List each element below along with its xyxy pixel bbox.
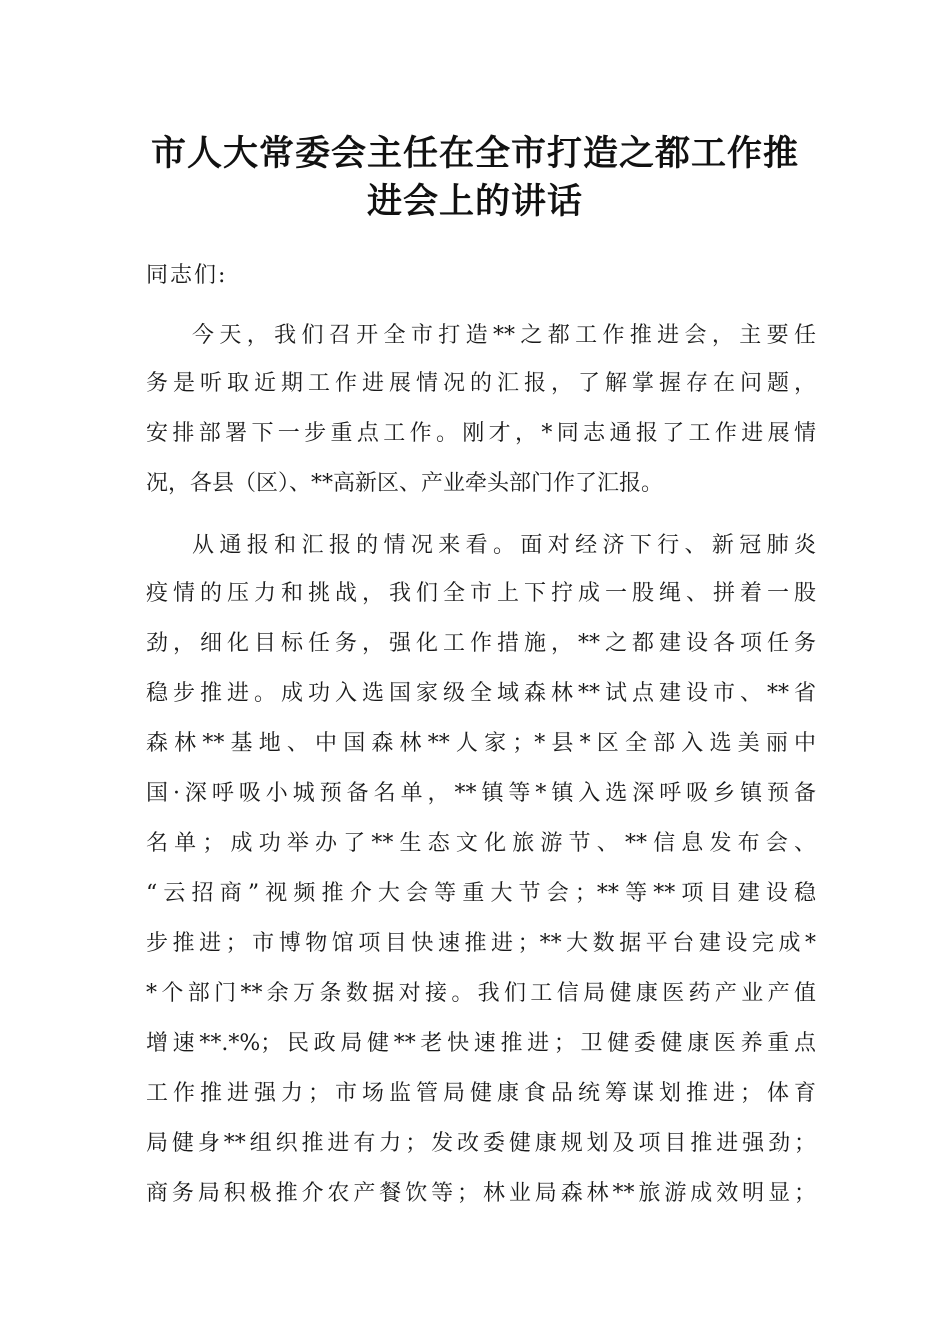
- document-title-line-1: 市人大常委会主任在全市打造之都工作推: [150, 133, 799, 174]
- document-title-line-2: 进会上的讲话: [366, 181, 583, 222]
- paragraph-1-line-4: 况，各县（区）、**高新区、产业牵头部门作了汇报。: [146, 471, 664, 496]
- paragraph-1-line-2: 务是听取近期工作进展情况的汇报，了解掌握存在问题，: [146, 371, 816, 396]
- paragraph-2-line-4: 稳步推进。成功入选国家级全域森林**试点建设市、**省: [146, 681, 816, 706]
- paragraph-2-line-6: 国·深呼吸小城预备名单，**镇等*镇入选深呼吸乡镇预备: [146, 781, 816, 806]
- paragraph-2-line-9: 步推进；市博物馆项目快速推进；**大数据平台建设完成*: [146, 931, 816, 956]
- paragraph-2-line-1: 从通报和汇报的情况来看。面对经济下行、新冠肺炎: [192, 533, 816, 558]
- paragraph-1-line-3: 安排部署下一步重点工作。刚才，*同志通报了工作进展情: [146, 421, 816, 446]
- paragraph-2-line-5: 森林**基地、中国森林**人家；*县*区全部入选美丽中: [146, 731, 816, 756]
- paragraph-2-line-11: 增速**.*%；民政局健**老快速推进；卫健委健康医养重点: [146, 1031, 816, 1056]
- paragraph-2-line-10: *个部门**余万条数据对接。我们工信局健康医药产业产值: [146, 981, 816, 1006]
- paragraph-2-line-2: 疫情的压力和挑战，我们全市上下拧成一股绳、拼着一股: [146, 581, 816, 606]
- paragraph-2-line-12: 工作推进强力；市场监管局健康食品统筹谋划推进；体育: [146, 1081, 816, 1106]
- paragraph-2-line-8: “云招商”视频推介大会等重大节会；**等**项目建设稳: [146, 881, 816, 906]
- paragraph-2-line-3: 劲，细化目标任务，强化工作措施，**之都建设各项任务: [146, 631, 816, 656]
- paragraph-1-line-1: 今天，我们召开全市打造**之都工作推进会，主要任: [192, 323, 816, 348]
- paragraph-2-line-14: 商务局积极推介农产餐饮等；林业局森林**旅游成效明显；: [146, 1181, 816, 1206]
- paragraph-2-line-7: 名单；成功举办了**生态文化旅游节、**信息发布会、: [146, 831, 816, 856]
- salutation: 同志们:: [146, 263, 228, 288]
- paragraph-2-line-13: 局健身**组织推进有力；发改委健康规划及项目推进强劲；: [146, 1131, 816, 1156]
